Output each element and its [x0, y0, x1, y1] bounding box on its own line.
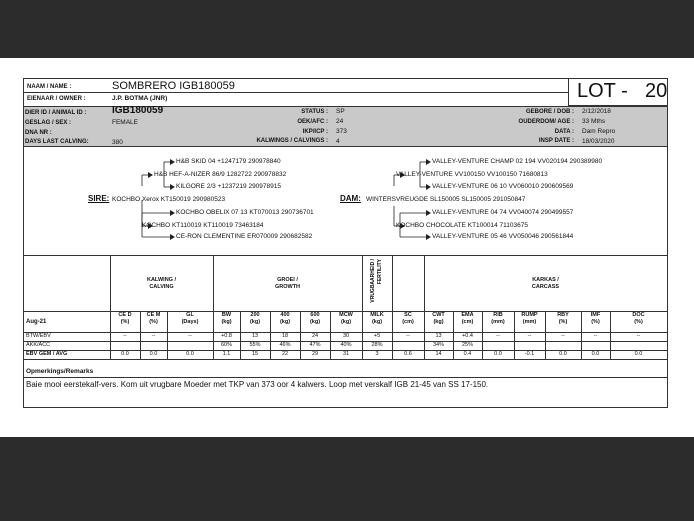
- col-header-7: MCW (kg): [339, 312, 353, 325]
- row-label-0: BTW/EBV: [26, 333, 51, 339]
- cell-r0-c3: +0.8: [221, 333, 232, 339]
- cell-r1-c3: 60%: [220, 342, 232, 348]
- group-label-calving: KALWING / CALVING: [146, 277, 177, 290]
- col-header-5: 400 (kg): [279, 312, 291, 325]
- col-header-14: RBY (%): [557, 312, 569, 325]
- cell-r2-c12: 0.0: [494, 351, 502, 357]
- cell-r2-c15: 0.0: [591, 351, 600, 357]
- owner-label: EIENAAR / OWNER :: [27, 96, 86, 102]
- lot-card: [23, 78, 668, 408]
- fertility-label-line: FERTILITY: [377, 259, 383, 285]
- sex-value: FEMALE: [112, 119, 139, 126]
- status-value: SP: [336, 108, 345, 115]
- sire-name: KOCHBO Xerox KT150019 290980523: [112, 196, 226, 203]
- cell-r2-c16: 0.0: [634, 351, 643, 357]
- dam-sire-dam: VALLEY-VENTURE 06 10 VV060010 290609569: [432, 183, 574, 190]
- cell-r0-c4: 13: [251, 333, 259, 339]
- col-header-1: CE M (%): [146, 312, 161, 325]
- remarks-text: Baie mooi eerstekalf-vers. Kom uit vrugbare Moeder met TKP van 373 oor 4 kalwers. Loop met verskalf IGB 21-45 van SS 17-150.: [26, 380, 489, 389]
- ikp-value: 373: [336, 128, 347, 135]
- cell-r0-c11: +0.4: [462, 333, 473, 339]
- dam-dam: KOCHBO CHOCOLATE KT100014 71103675: [396, 222, 528, 229]
- cell-r0-c15: --: [593, 333, 598, 339]
- cell-r0-c16: --: [636, 333, 641, 339]
- kalwings-value: 4: [336, 138, 340, 145]
- sire-dam-sire: KOCHBO OBELIX 07 13 KT070013 290736701: [176, 209, 314, 216]
- dam-dam-dam: VALLEY-VENTURE 05 46 VV050046 290561844: [432, 233, 574, 240]
- ikp-label: IKP/ICP :: [302, 129, 328, 135]
- name-label: NAAM / NAME :: [27, 84, 72, 90]
- cell-r0-c8: +5: [373, 333, 381, 339]
- top-dark-band: [0, 0, 694, 58]
- cell-r0-c0: --: [123, 333, 127, 339]
- fertility-label-line: VRUGBAARHEID /: [370, 259, 376, 303]
- cell-r2-c3: 1.1: [222, 351, 231, 357]
- sire-sire: H&B HEF-A-NIZER 86/9 1282722 290978832: [154, 171, 287, 178]
- lot-label: LOT -: [577, 80, 628, 102]
- cell-r0-c7: 30: [342, 333, 350, 339]
- cell-r0-c2: --: [188, 333, 192, 339]
- cell-r0-c5: 18: [281, 333, 289, 339]
- cell-r2-c0: 0.0: [121, 351, 129, 357]
- group-label-carcass: KARKAS / CARCASS: [531, 277, 560, 290]
- animal-id-label: DIER ID / ANIMAL ID :: [25, 110, 87, 116]
- col-header-8: MILK (kg): [370, 312, 384, 325]
- cell-r2-c5: 22: [281, 351, 289, 357]
- dam-name: WINTERSVREUGDE SL150005 SL150005 291050847: [366, 196, 526, 203]
- oek-label: OEK/AFC :: [297, 119, 328, 125]
- sire-sire-dam: KILGORE 2/3 +1237219 290978915: [176, 183, 281, 190]
- cell-r1-c4: 55%: [249, 342, 261, 348]
- cell-r0-c14: --: [561, 333, 565, 339]
- col-header-13: RUMP (mm): [521, 312, 538, 325]
- dna-label: DNA NR :: [25, 130, 52, 136]
- dob-value: 2/12/2018: [582, 108, 611, 115]
- col-header-12: RIB (mm): [491, 312, 505, 325]
- cell-r2-c1: 0.0: [149, 351, 158, 357]
- cell-r2-c13: -0.1: [524, 351, 535, 357]
- table-rule: [24, 359, 667, 360]
- cell-r1-c8: 28%: [371, 342, 383, 348]
- days-calving-value: 380: [112, 139, 123, 146]
- animal-name: SOMBRERO IGB180059: [112, 80, 235, 92]
- remarks-label: Opmerkings/Remarks: [26, 368, 94, 375]
- cell-r0-c6: 24: [311, 333, 319, 339]
- age-label: OUDERDOM/ AGE :: [518, 119, 574, 125]
- sire-dam-dam: CE-RON CLEMENTINE ER070009 290682582: [176, 233, 313, 240]
- group-divider: [392, 255, 393, 311]
- dob-label: GEBORE / DOB :: [525, 109, 574, 115]
- cell-r1-c10: 34%: [432, 342, 444, 348]
- cell-r0-c12: --: [496, 333, 500, 339]
- cell-r0-c10: 13: [435, 333, 442, 339]
- sire-sire-sire: H&B SKID 04 +1247179 290978840: [176, 158, 281, 165]
- dam-label: DAM:: [340, 194, 361, 203]
- cell-r0-c13: --: [527, 333, 532, 339]
- insp-value: 18/03/2020: [582, 138, 615, 145]
- data-value: Dam Repro: [582, 128, 616, 135]
- sire-dam: KOCHBO KT110019 KT110019 73463184: [142, 222, 264, 229]
- cell-r1-c11: 25%: [461, 342, 473, 348]
- age-value: 33 Mths: [582, 118, 606, 125]
- col-header-15: IMF (%): [590, 312, 601, 325]
- col-header-10: CWT (kg): [432, 312, 445, 325]
- col-header-4: 200 (kg): [249, 312, 261, 325]
- pedigree-connectors: [24, 79, 667, 259]
- sex-label: GESLAG / SEX :: [25, 120, 72, 126]
- col-header-9: SC (cm): [402, 312, 414, 325]
- row-label-2: EBV GEM / AVG: [26, 351, 68, 357]
- cell-r1-c7: 40%: [340, 342, 352, 348]
- cell-r2-c9: 0.6: [404, 351, 412, 357]
- days-calving-label: DAYS LAST CALVING:: [25, 139, 89, 145]
- data-label: DATA :: [554, 129, 574, 135]
- cell-r0-c1: --: [151, 333, 156, 339]
- dam-dam-sire: VALLEY-VENTURE 04 74 VV040074 290499557: [432, 209, 574, 216]
- col-header-16: DOC (%): [632, 312, 645, 325]
- lot-number: 20: [645, 80, 668, 102]
- owner-value: J.P. BOTMA (JNR): [112, 95, 168, 102]
- sire-label: SIRE:: [88, 194, 110, 203]
- cell-r2-c10: 14: [435, 351, 442, 357]
- insp-label: INSP DATE :: [538, 138, 574, 144]
- col-header-6: 600 (kg): [309, 312, 321, 325]
- kalwings-label: KALWINGS / CALVINGS :: [256, 138, 328, 144]
- oek-value: 24: [336, 118, 344, 125]
- cell-r2-c11: 0.4: [463, 351, 472, 357]
- col-header-11: EMA (cm): [461, 312, 474, 325]
- col-header-2: GL (Days): [181, 312, 199, 325]
- cell-r1-c5: 46%: [279, 342, 291, 348]
- row-label-1: AKK/ACC: [26, 342, 51, 348]
- cell-r2-c4: 15: [251, 351, 259, 357]
- period-label: Aug-21: [26, 319, 47, 325]
- cell-r2-c8: 3: [375, 351, 379, 357]
- bottom-dark-band: [0, 437, 694, 521]
- cell-r2-c7: 31: [342, 351, 350, 357]
- animal-id-value: IGB180059: [112, 105, 164, 116]
- cell-r2-c6: 29: [311, 351, 319, 357]
- col-header-0: CE D (%): [118, 312, 132, 325]
- cell-r2-c2: 0.0: [186, 351, 194, 357]
- group-label-growth: GROEI / GROWTH: [274, 277, 301, 290]
- dam-sire-sire: VALLEY-VENTURE CHAMP 02 194 VV020194 290389980: [432, 158, 603, 165]
- status-label: STATUS :: [301, 109, 328, 115]
- cell-r0-c9: --: [406, 333, 410, 339]
- cell-r2-c14: 0.0: [559, 351, 567, 357]
- group-label-fertility: [362, 257, 392, 309]
- cell-r1-c6: 47%: [309, 342, 321, 348]
- dam-sire: VALLEY-VENTURE VV100150 VV100150 71680813: [396, 171, 548, 178]
- col-header-3: BW (kg): [221, 312, 232, 325]
